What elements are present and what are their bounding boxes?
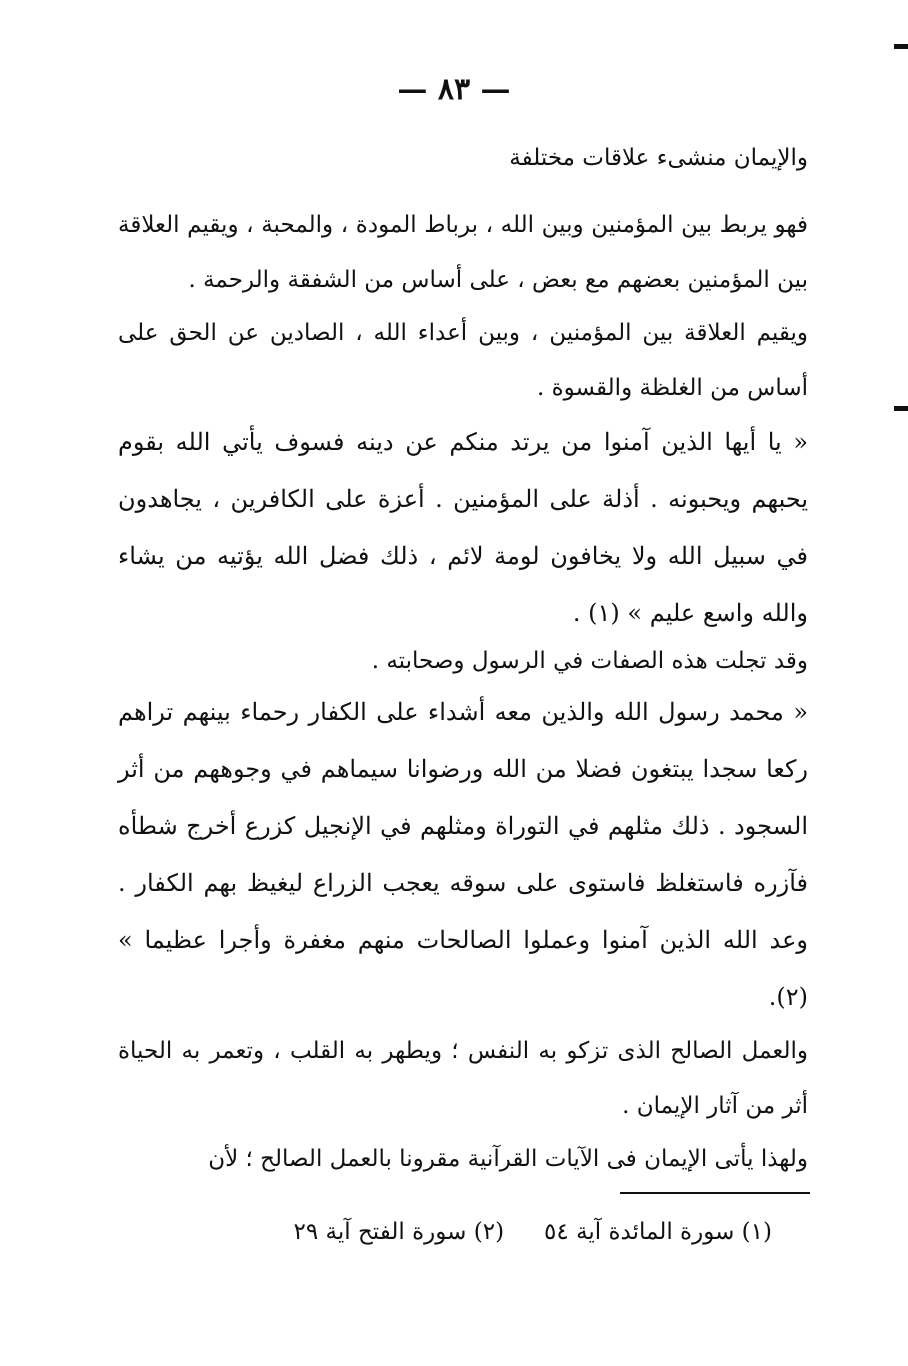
footnote-1: (١) سورة المائدة آية ٥٤	[544, 1219, 772, 1245]
paragraph-2: ويقيم العلاقة بين المؤمنين ، وبين أعداء الله ، الصادين عن الحق على أساس من الغلظة والقسوة .	[118, 320, 808, 401]
edge-mark-top	[894, 44, 908, 49]
paragraph-5: ولهذا يأتى الإيمان فى الآيات القرآنية مقرونا بالعمل الصالح ؛ لأن	[208, 1146, 808, 1172]
page-number: — ٨٣ —	[397, 72, 511, 107]
footnotes	[294, 1212, 773, 1252]
paragraph-1: فهو يربط بين المؤمنين وبين الله ، برباط المودة ، والمحبة ، ويقيم العلاقة بين المؤمنين بعضهم مع بعض ، على أساس من الشفقة والرحمة .	[118, 212, 808, 293]
section-heading: والإيمان منشىء علاقات مختلفة	[509, 145, 808, 171]
paragraph-4: والعمل الصالح الذى تزكو به النفس ؛ ويطهر به القلب ، وتعمر به الحياة أثر من آثار الإيمان .	[118, 1038, 808, 1119]
footnote-2: (٢) سورة الفتح آية ٢٩	[293, 1219, 505, 1245]
paragraph-3: وقد تجلت هذه الصفات في الرسول وصحابته .	[371, 648, 808, 674]
quran-verse-1: « يا أيها الذين آمنوا من يرتد منكم عن دينه فسوف يأتي الله بقوم يحبهم ويحبونه . أذلة على المؤمنين . أعزة على الكافرين ، يجاهدون في سبيل الله ولا يخافون لومة لائم ، ذلك فضل الله يؤتيه من يشاء والله واسع عليم » (١) .	[118, 428, 808, 627]
quran-verse-2: « محمد رسول الله والذين معه أشداء على الكفار رحماء بينهم تراهم ركعا سجدا يبتغون فضلا من الله ورضوانا سيماهم في وجوههم من أثر السجود . ذلك مثلهم في التوراة ومثلهم في الإنجيل كزرع أخرج شطأه فآزره فاستغلظ فاستوى على سوقه يعجب الزراع ليغيظ بهم الكفار . وعد الله الذين آمنوا وعملوا الصالحات منهم مغفرة وأجرا عظيما » (٢).	[118, 698, 809, 1011]
edge-mark-middle	[894, 406, 908, 411]
footnote-divider	[620, 1192, 810, 1194]
